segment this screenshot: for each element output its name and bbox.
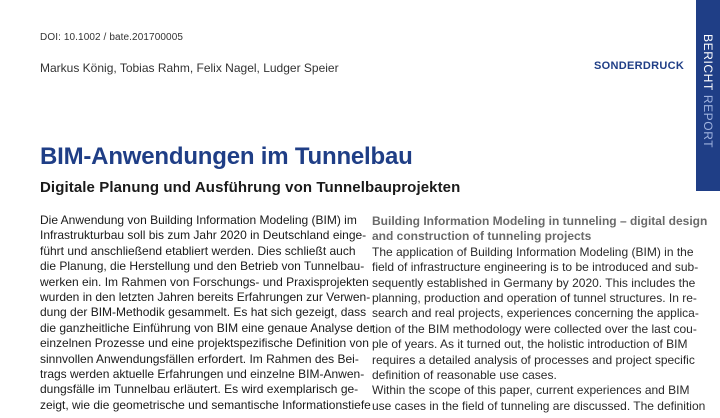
doi-line: DOI: 10.1002 / bate.201700005 <box>40 32 184 43</box>
abstract-line: search and real projects, experiences concerning the applica- <box>372 306 699 321</box>
abstract-line: use cases in the field of tunneling are discussed. The definition <box>372 398 706 413</box>
abstract-line: zeigt, wie die geometrische und semantische Informationstiefe <box>40 397 371 412</box>
abstract-line: requires a detailed analysis of processes and project specific <box>372 352 695 367</box>
english-abstract <box>372 214 708 414</box>
abstract-line: definition of reasonable use cases. <box>372 368 557 383</box>
abstract-line: wurden in den letzten Jahren bereits Erfahrungen zur Verwen- <box>40 290 371 305</box>
paper-subtitle: Digitale Planung und Ausführung von Tunnelbauprojekten <box>40 179 461 196</box>
abstract-line: field of infrastructure engineering is to be introduced and sub- <box>372 260 699 275</box>
abstract-line: trags werden aktuelle Erfahrungen und einzelne BIM-Anwen- <box>40 367 365 382</box>
abstract-line: tion of the BIM methodology were collected over the last cou- <box>372 321 697 336</box>
abstract-line: dungsfälle im Tunnelbau erläutert. Es wird exemplarisch ge- <box>40 382 359 397</box>
german-abstract <box>40 213 374 413</box>
paper-title: BIM-Anwendungen im Tunnelbau <box>40 143 413 170</box>
category-secondary: REPORT <box>701 94 715 149</box>
abstract-line: Die Anwendung von Building Information Modeling (BIM) im <box>40 213 357 227</box>
abstract-line: Infrastrukturbau soll bis zum Jahr 2020 in Deutschland einge- <box>40 228 367 243</box>
abstract-line: die ganzheitliche Einführung von BIM eine genaue Analyse der <box>40 320 374 335</box>
abstract-line: führt und anschließend etabliert werden. Dies schließt auch <box>40 243 356 258</box>
abstract-line: sinnvollen Anwendungsfällen erfordert. Im Rahmen des Bei- <box>40 351 359 366</box>
english-title-line: Building Information Modeling in tunneling – digital design <box>372 214 708 228</box>
abstract-line: ple of years. As it turned out, the holistic introduction of BIM <box>372 337 688 352</box>
abstract-line: werken ein. Im Rahmen von Forschungs- und Praxisprojekten <box>40 274 369 289</box>
category-primary: BERICHT <box>701 34 715 91</box>
abstract-line: Within the scope of this paper, current experiences and BIM <box>372 383 690 398</box>
abstract-line: dung der BIM-Methodik gesammelt. Es hat sich gezeigt, dass <box>40 305 367 320</box>
abstract-line: planning, production and operation of tunnel structures. In re- <box>372 291 697 306</box>
abstract-line: sequently established in Germany by 2020. This includes the <box>372 275 696 290</box>
abstract-line: die Planung, die Herstellung und den Betrieb von Tunnelbau- <box>40 259 365 274</box>
english-title-line: and construction of tunneling projects <box>372 229 592 244</box>
author-list: Markus König, Tobias Rahm, Felix Nagel, Ludger Speier <box>40 61 339 75</box>
abstract-line: The application of Building Information Modeling (BIM) in the <box>372 244 694 259</box>
category-label <box>698 34 718 148</box>
abstract-line: einzelnen Prozesse und eine projektspezifische Definition von <box>40 336 369 351</box>
special-print-label: SONDERDRUCK <box>594 60 685 72</box>
